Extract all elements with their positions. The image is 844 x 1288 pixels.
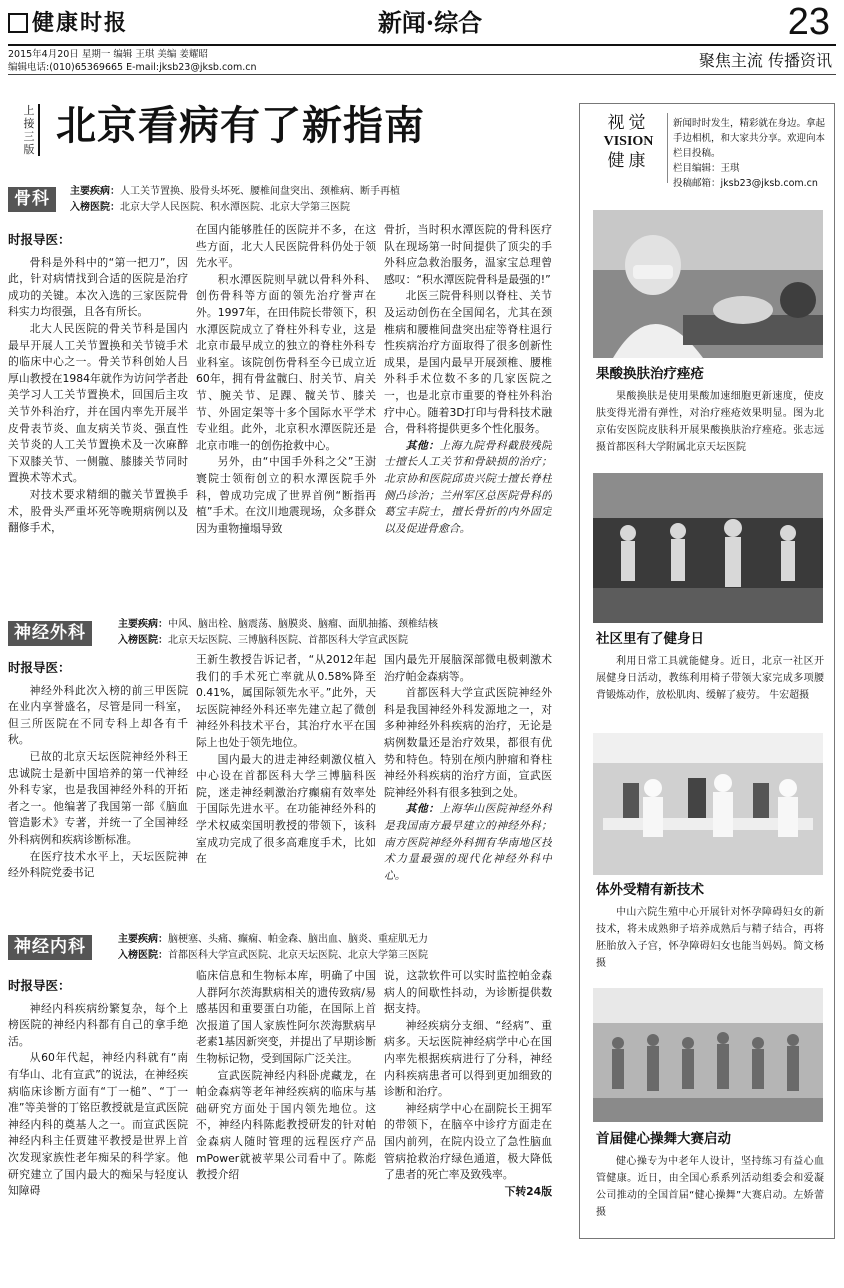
ortho-column-2 (196, 222, 376, 612)
diseases-list: 人工关节置换、股骨头坏死、腰椎间盘突出、颈椎病、断手再植 (120, 186, 400, 197)
photo-ivf-lab-image (593, 733, 823, 875)
photo-caption: 果酸换肤是使用果酸加速细胞更新速度，使皮肤变得光滑有弹性，对治疗痤疮效果明显。图为北京佑安医院皮肤科开展果酸换肤治疗痤疮。张志远摄首都医科大学附属北京天坛医院 (596, 391, 824, 453)
paragraph: 国内最先开展脑深部微电极刺激术治疗帕金森病等。 (384, 653, 552, 683)
photo-title: 果酸换肤治疗痤疮 (596, 366, 704, 382)
photo-ivf-lab (593, 733, 823, 875)
paragraph: 说，这款软件可以实时监控帕金森病人的间歇性抖动，为诊断提供数据支持。 (384, 969, 552, 1016)
neurology-column-2 (196, 968, 376, 1240)
ortho-column-3 (384, 222, 552, 612)
other-text: 上海华山医院神经外科是我国南方最早建立的神经外科；南方医院神经外科拥有华南地区技术力量最强的现代化神经外科中心。 (384, 802, 552, 882)
paragraph: 另外，由“中国手外科之父”王澍寰院士领衔创立的积水潭医院手外科，曾成功完成了世界首例“断指再植”手术。在汶川地震现场，众多群众因为重物撞塌导致 (196, 455, 376, 535)
photo-acne-treatment (593, 210, 823, 358)
paragraph: 在医疗技术水平上，天坛医院神经外科院党委书记 (8, 849, 188, 880)
continued-on-link[interactable]: 下转24版 (504, 1184, 552, 1198)
neurosurgery-column-1 (8, 660, 188, 923)
sidebar-intro (673, 116, 833, 191)
photo-caption: 健心操专为中老年人设计，坚持练习有益心血管健康。近日，由全国心系系列活动组委会和爱凝公司推动的全国首届“健心操舞”大赛启动。左娇蕾摄 (596, 1156, 824, 1218)
photo-dance-contest (593, 988, 823, 1122)
paragraph: 积水潭医院则早就以骨科外科、创伤骨科等方面的领先治疗誉声在外。1997年，在田伟院长带领下，积水潭医院成立了脊柱外科专业，这是北京市最早成立的独立的脊柱外科专业科室。该院创伤骨科至今已成立近60年，拥有骨盆髋臼、肘关节、肩关节、腕关节、足踝、髋关节、膝关节、外固定架等十多个国际水平学术专业组。此外，北京积水潭医院还是北京市唯一的创伤抢救中心。 (196, 272, 376, 452)
hospitals-label: 入榜医院： (118, 950, 168, 961)
masthead-logo (8, 6, 178, 40)
paragraph: 神经内科疾病纷繁复杂，每个上榜医院的神经内科都有自己的拿手绝活。 (8, 1001, 188, 1048)
dept-info-neurology (118, 932, 428, 964)
photo-title: 首届健心操舞大赛启动 (596, 1131, 731, 1147)
diseases-label: 主要疾病： (118, 619, 168, 630)
hospitals-label: 入榜医院： (70, 202, 120, 213)
dept-tag-neurosurgery: 神经外科 (8, 621, 92, 646)
badge-text-en: VISION (603, 134, 654, 149)
badge-text-top: 视觉 (607, 113, 650, 133)
section-lead: 时报导医： (8, 660, 71, 675)
paragraph: 骨折，当时积水潭医院的骨科医疗队在现场第一时间提供了顶尖的手外科应急救治服务，温家宝总理曾感叹：“积水潭医院骨科是最强的!” (384, 223, 552, 286)
editor-contact: 编辑电话:(010)65369665 E-mail:jksb23@jksb.com.cn (8, 62, 257, 73)
dept-info-neurosurgery (118, 617, 438, 649)
paragraph: 从60年代起，神经内科就有“南有华山、北有宣武”的说法，在神经疾病临床诊断方面有“丁一槌”、“丁一准”等美誉的丁铭臣教授就是宣武医院神经内科的奠基人之一。而宣武医院神经内科主任贾建平教授是世界上首次发现家族性老年痴呆的科学家。他研究建立了国内最大的痴呆与轻度认知障碍 (8, 1051, 188, 1198)
logo-text: 健康时报 (32, 10, 129, 36)
vision-health-badge (590, 113, 668, 183)
paragraph: 已故的北京天坛医院神经外科王忠诚院士是新中国培养的第一代神经外科专家，也是我国神经外科的开拓者之一。他编著了我国第一部《脑血管造影术》专著，并统一了全国神经外科病例和疾病诊断标准。 (8, 749, 188, 846)
diseases-list: 脑梗塞、头痛、癫痫、帕金森、脑出血、脑炎、重症肌无力 (168, 934, 428, 945)
paragraph: 神经病学中心在副院长王拥军的带领下，在脑卒中诊疗方面走在国内前列，在院内设立了急性脑血管病抢救治疗绿色通道，极大降低了患者的死亡率及致残率。 (384, 1101, 552, 1182)
badge-text-bottom: 健康 (607, 151, 650, 171)
photo-title: 体外受精有新技术 (596, 882, 704, 898)
continued-kicker: 上接三版 (22, 104, 40, 156)
neurology-column-3 (384, 968, 552, 1240)
page-number: 23 (787, 1, 830, 43)
section-lead: 时报导医： (8, 978, 71, 993)
hospitals-list: 首都医科大学宣武医院、北京天坛医院、北京大学第三医院 (168, 950, 428, 961)
paragraph: 宣武医院神经内科卧虎藏龙，在帕金森病等老年神经疾病的临床与基础研究方面处于国内领先地位。这不，神经内科陈彪教授研发的针对帕金森病人随时管理的远程医疗产品mPower就被苹果公司看中了。陈彪教授介绍 (196, 1068, 376, 1182)
intro-text: 新闻时时发生，精彩就在身边。拿起手边相机，和大家共分享。欢迎向本栏目投稿。 (673, 118, 826, 159)
photo-community-fitness (593, 473, 823, 623)
paragraph: 北大人民医院的骨关节科是国内最早开展人工关节置换和关节镜手术的临床中心之一。骨关节科创始人吕厚山教授在1984年就作为访问学者赴美学习人工关节置换术，回国后主攻关节外科治疗，并在国内率先开展半皮骨表节炎、血友病关节炎、强直性关节炎的人工关节置换术及一次麻醉下双膝关节、一侧髋、膝膝关节同时置换术等术式。 (8, 321, 188, 485)
diseases-label: 主要疾病： (118, 934, 168, 945)
photo-dance-contest-image (593, 988, 823, 1122)
photo-caption: 中山六院生殖中心开展针对怀孕障碍妇女的新技术，将未成熟卵子培养成熟后与精子结合，再将胚胎放入子宫，怀孕障碍妇女也能当妈妈。简文杨摄 (596, 907, 824, 969)
other-label: 其他： (405, 802, 440, 816)
dept-tag-neurology: 神经内科 (8, 935, 92, 960)
paragraph: 在国内能够胜任的医院并不多，在这些方面，北大人民医院骨科仍处于领先水平。 (196, 223, 376, 270)
paragraph: 对技术要求精细的髋关节置换手术，股骨头严重坏死等晚期病例以及翻修手术， (8, 487, 188, 535)
neurosurgery-column-2 (196, 652, 376, 923)
paragraph: 骨科是外科中的“第一把刀”，因此，针对病情找到合适的医院是治疗成功的关键。本次入选的三家医院骨科实力均很强，且各有所长。 (8, 255, 188, 319)
main-headline: 北京看病有了新指南 (56, 102, 425, 149)
paragraph: 王新生教授告诉记者，“从2012年起我们的手术死亡率就从0.58%降至0.41%，属国际领先水平。”此外，天坛医院神经外科还率先建立起了微创神经外科技术平台，其治疗水平在国际上也处于领先地位。 (196, 653, 376, 749)
paragraph: 国内最大的进走神经刺激仪植入中心设在首都医科大学三博脑科医院，迷走神经刺激治疗癫痫有效率处于国际先进水平。在功能神经外科的学术权威栾国明教授的带领下，该科室成功完成了很多高难度手术，比如在 (196, 752, 376, 866)
other-label: 其他： (405, 438, 440, 452)
dept-tag-orthopedics: 骨科 (8, 187, 56, 212)
header-rule-bottom (8, 74, 836, 75)
logo-icon (8, 13, 28, 33)
neurology-column-1 (8, 978, 188, 1240)
diseases-list: 中风、脑出栓、脑震荡、脑膜炎、脑瘤、面肌抽搐、颈椎结核 (168, 619, 438, 630)
slogan: 聚焦主流 传播资讯 (698, 51, 832, 70)
diseases-label: 主要疾病： (70, 186, 120, 197)
hospitals-list: 北京天坛医院、三博脑科医院、首都医科大学宣武医院 (168, 635, 408, 646)
submission-email: 投稿邮箱：jksb23@jksb.com.cn (673, 178, 818, 189)
photo-title: 社区里有了健身日 (596, 631, 704, 647)
paragraph: 首都医科大学宣武医院神经外科是我国神经外科发源地之一，对多种神经外科疾病的治疗，无论是病例数量还是治疗效果，都很有优势和特色。特别在颅内肿瘤和脊柱神经外科疾病的治疗方面，宣武医院神经外科有很多独到之处。 (384, 686, 552, 799)
ortho-column-1 (8, 232, 188, 612)
photo-caption: 利用日常工具就能健身。近日，北京一社区开展健身日活动，教练利用椅子带领大家完成多项腰背锻炼动作，放松肌肉、缓解了疲劳。 牛宏超摄 (596, 656, 824, 701)
section-title: 新闻·综合 (377, 8, 483, 37)
column-editor: 栏目编辑：王琪 (673, 163, 740, 174)
paragraph: 北医三院骨科则以脊柱、关节及运动创伤在全国闻名，尤其在颈椎病和腰椎间盘突出症等脊柱退行性疾病治疗方面取得了很多创新性成果，是国内最早开展颈椎、腰椎外科手术位数不多的几家医院之一，也是北京市重要的脊柱外科治疗中心。随着3D打印与骨科技术融合，骨科将提供更多个性化服务。 (384, 289, 552, 436)
photo-acne-treatment-image (593, 210, 823, 358)
issue-meta: 2015年4月20日 星期一 编辑 王琪 美编 姜耀昭 (8, 49, 208, 60)
section-lead: 时报导医： (8, 232, 71, 247)
paragraph: 临床信息和生物标本库，明确了中国人群阿尔茨海默病相关的遗传致病/易感基因和重要蛋白功能，在国际上首次报道了国人家族性阿尔茨海默病早老素1基因新突变，并提出了早期诊断生物标记物，受到国际广泛关注。 (196, 969, 376, 1065)
header-rule (8, 44, 836, 46)
neurosurgery-column-3 (384, 652, 552, 923)
paragraph: 神经外科此次入榜的前三甲医院在业内享誉盛名，尽管是同一科室，但三所医院在不同专科上却各有千秋。 (8, 683, 188, 747)
dept-info-orthopedics (70, 184, 400, 216)
photo-community-fitness-image (593, 473, 823, 623)
other-text: 上海九院骨科截肢残院士擅长人工关节和骨缺损的治疗；北京协和医院邱贵兴院士擅长脊柱侧凸诊治；兰州军区总医院骨科的葛宝丰院士，擅长骨折的内外固定以及促进骨愈合。 (384, 438, 552, 535)
hospitals-label: 入榜医院： (118, 635, 168, 646)
paragraph: 神经疾病分支细、“经病”、重病多。天坛医院神经病学中心在国内率先根据疾病进行了分科，神经内科疾病患者可以得到更加细致的诊断和治疗。 (384, 1018, 552, 1099)
hospitals-list: 北京大学人民医院、积水潭医院、北京大学第三医院 (120, 202, 350, 213)
